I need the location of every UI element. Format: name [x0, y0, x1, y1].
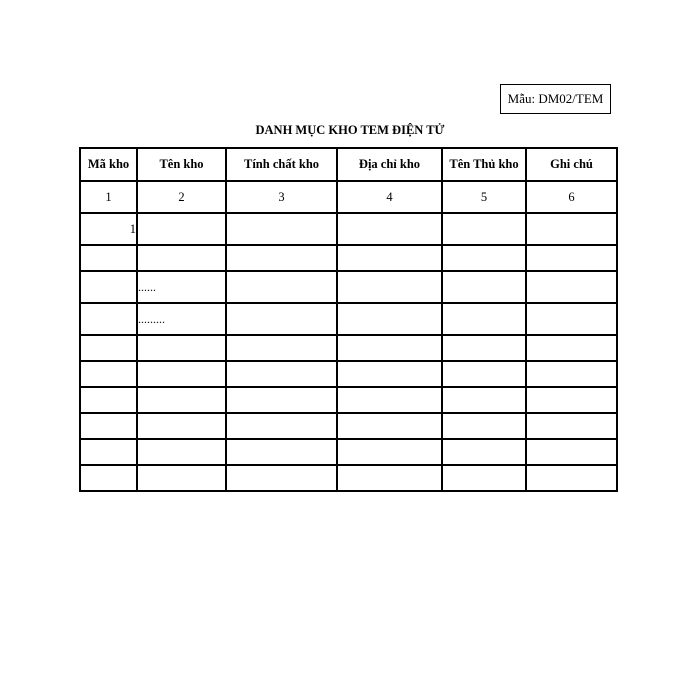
table-cell — [442, 213, 526, 245]
table-cell — [526, 413, 617, 439]
table-cell — [80, 361, 137, 387]
table-cell — [337, 413, 442, 439]
table-row — [80, 271, 617, 303]
header-tinh-chat-kho: Tính chất kho — [226, 148, 337, 181]
table-cell — [137, 413, 226, 439]
table-cell — [226, 303, 337, 335]
table-row — [80, 387, 617, 413]
column-number: 5 — [442, 181, 526, 213]
table-cell — [337, 439, 442, 465]
table-row — [80, 245, 617, 271]
table-cell — [80, 387, 137, 413]
table-cell — [526, 271, 617, 303]
table-cell — [442, 303, 526, 335]
table-cell — [442, 465, 526, 491]
table-cell — [137, 245, 226, 271]
table-cell — [80, 271, 137, 303]
table-cell — [226, 465, 337, 491]
table-cell — [226, 245, 337, 271]
table-row — [80, 303, 617, 335]
header-ma-kho: Mã kho — [80, 148, 137, 181]
header-ghi-chu: Ghi chú — [526, 148, 617, 181]
warehouse-table — [79, 147, 618, 492]
table-cell — [337, 213, 442, 245]
table-row — [80, 465, 617, 491]
table-cell — [526, 303, 617, 335]
table-cell — [80, 335, 137, 361]
table-cell — [526, 335, 617, 361]
header-row — [80, 148, 617, 181]
table-cell — [442, 245, 526, 271]
table-row — [80, 361, 617, 387]
header-dia-chi-kho: Địa chỉ kho — [337, 148, 442, 181]
form-code-box — [500, 84, 611, 114]
column-number: 6 — [526, 181, 617, 213]
table-cell — [137, 335, 226, 361]
table-cell — [526, 361, 617, 387]
table-cell: 1 — [80, 213, 137, 245]
table-cell — [442, 413, 526, 439]
column-number: 1 — [80, 181, 137, 213]
table-cell — [442, 439, 526, 465]
table-cell — [80, 303, 137, 335]
form-code-label: Mẫu: DM02/TEM — [507, 91, 604, 106]
table-cell — [80, 245, 137, 271]
table-row — [80, 335, 617, 361]
column-number: 3 — [226, 181, 337, 213]
table-cell — [226, 387, 337, 413]
table-cell: ......... — [137, 303, 226, 335]
header-ten-thu-kho: Tên Thủ kho — [442, 148, 526, 181]
page-title: DANH MỤC KHO TEM ĐIỆN TỬ — [255, 123, 445, 137]
table-cell — [526, 213, 617, 245]
table-cell — [337, 271, 442, 303]
table-cell — [80, 465, 137, 491]
table-row — [80, 439, 617, 465]
table-cell — [337, 465, 442, 491]
table-cell — [442, 271, 526, 303]
table-cell — [337, 303, 442, 335]
table-cell — [137, 387, 226, 413]
column-number: 2 — [137, 181, 226, 213]
table-cell — [526, 387, 617, 413]
table-row — [80, 213, 617, 245]
table-cell — [137, 465, 226, 491]
table-cell: ...... — [137, 271, 226, 303]
table-cell — [442, 335, 526, 361]
column-number: 4 — [337, 181, 442, 213]
table-cell — [137, 213, 226, 245]
column-number-row — [80, 181, 617, 213]
table-cell — [442, 361, 526, 387]
table-cell — [137, 361, 226, 387]
table-cell — [442, 387, 526, 413]
table-cell — [226, 439, 337, 465]
table-cell — [80, 413, 137, 439]
table-cell — [337, 361, 442, 387]
table-cell — [226, 335, 337, 361]
table-cell — [526, 465, 617, 491]
table-cell — [226, 271, 337, 303]
table-cell — [80, 439, 137, 465]
table-cell — [226, 213, 337, 245]
header-ten-kho: Tên kho — [137, 148, 226, 181]
table-cell — [526, 245, 617, 271]
table-cell — [526, 439, 617, 465]
table-cell — [337, 335, 442, 361]
table-cell — [226, 361, 337, 387]
table-cell — [337, 387, 442, 413]
table-row — [80, 413, 617, 439]
table-cell — [137, 439, 226, 465]
table-cell — [337, 245, 442, 271]
table-cell — [226, 413, 337, 439]
